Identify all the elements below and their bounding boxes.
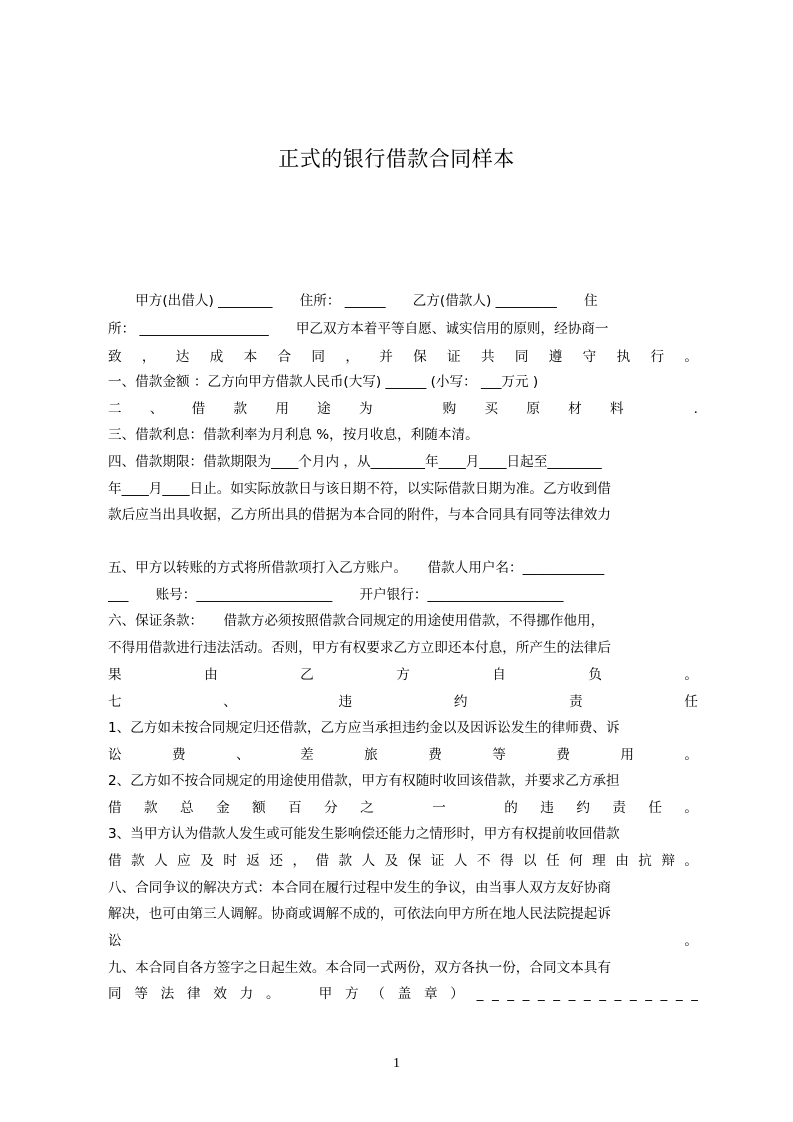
- text-line: 讼 。: [108, 933, 698, 949]
- text-line: 五、甲方以转账的方式将所借款项打入乙方账户。 借款人用户名：____________: [108, 560, 605, 576]
- text-line: 六、保证条款： 借款方必须按照借款合同规定的用途使用借款，不得挪作他用，: [108, 613, 605, 629]
- text-line: 二 、 借 款 用 途 为 购 买 原 材 料 .: [108, 401, 698, 417]
- page-number: 1: [393, 1056, 400, 1071]
- text-line: ___ 账号：____________________ 开户银行：____________________: [108, 587, 564, 603]
- text-line: 不得用借款进行违法活动。否则，甲方有权要求乙方立即还本付息，所产生的法律后: [108, 640, 611, 656]
- text-line: 果 由 乙 方 自 负 。: [108, 667, 698, 683]
- text-line: 致 ， 达 成 本 合 同 ， 并 保 证 共 同 遵 守 执 行 。: [108, 349, 698, 365]
- text-line: 2、乙方如不按合同规定的用途使用借款，甲方有权随时收回该借款，并要求乙方承担: [108, 773, 620, 789]
- text-line: 借 款 人 应 及 时 返 还 ， 借 款 人 及 保 证 人 不 得 以 任 何 理 由 抗 辩 。: [108, 853, 698, 869]
- text-line: 一、借款金额 ：乙方向甲方借款人民币(大写) ______ (小写： ___万元 ): [108, 374, 539, 390]
- document-title: 正式的银行借款合同样本: [278, 147, 515, 171]
- text-line: 款后应当出具收据，乙方所出具的借据为本合同的附件，与本合同具有同等法律效力: [108, 507, 611, 523]
- text-line: 同 等 法 律 效 力 。 甲 方 （ 盖 章 ） _ _ _ _ _ _ _ _ _ _ _ _ _ _ _: [108, 986, 698, 1002]
- text-line: 3、当甲方认为借款人发生或可能发生影响偿还能力之情形时，甲方有权提前收回借款: [108, 826, 620, 842]
- text-line: 所： ___________________ 甲乙双方本着平等自愿、诚实信用的原则，经协商一: [108, 321, 609, 337]
- text-line: 四、借款期限：借款期限为____个月内 ，从________年____月____日起至________: [108, 454, 602, 470]
- text-line: 甲方(出借人) ________ 住所： ______ 乙方(借款人) _________ 住: [108, 293, 598, 309]
- text-line: 九、本合同自各方签字之日起生效。本合同一式两份，双方各执一份，合同文本具有: [108, 960, 611, 976]
- text-line: 三、借款利息：借款利率为月利息 %，按月收息，利随本清。: [108, 427, 479, 443]
- text-line: 年____月____日止。如实际放款日与该日期不符，以实际借款日期为准。乙方收到借: [108, 481, 611, 497]
- text-line: 八、合同争议的解决方式：本合同在履行过程中发生的争议，由当事人双方友好协商: [108, 880, 611, 896]
- text-line: 1、乙方如未按合同规定归还借款，乙方应当承担违约金以及因诉讼发生的律师费、诉: [108, 720, 620, 736]
- text-line: 解决，也可由第三人调解。协商或调解不成的，可依法向甲方所在地人民法院提起诉: [108, 906, 611, 922]
- text-line: 借 款 总 金 额 百 分 之 一 的 违 约 责 任 。: [108, 800, 698, 816]
- text-line: 讼 费 、 差 旅 费 等 费 用 。: [108, 747, 698, 763]
- section-heading: 七 、 违 约 责 任: [108, 694, 698, 710]
